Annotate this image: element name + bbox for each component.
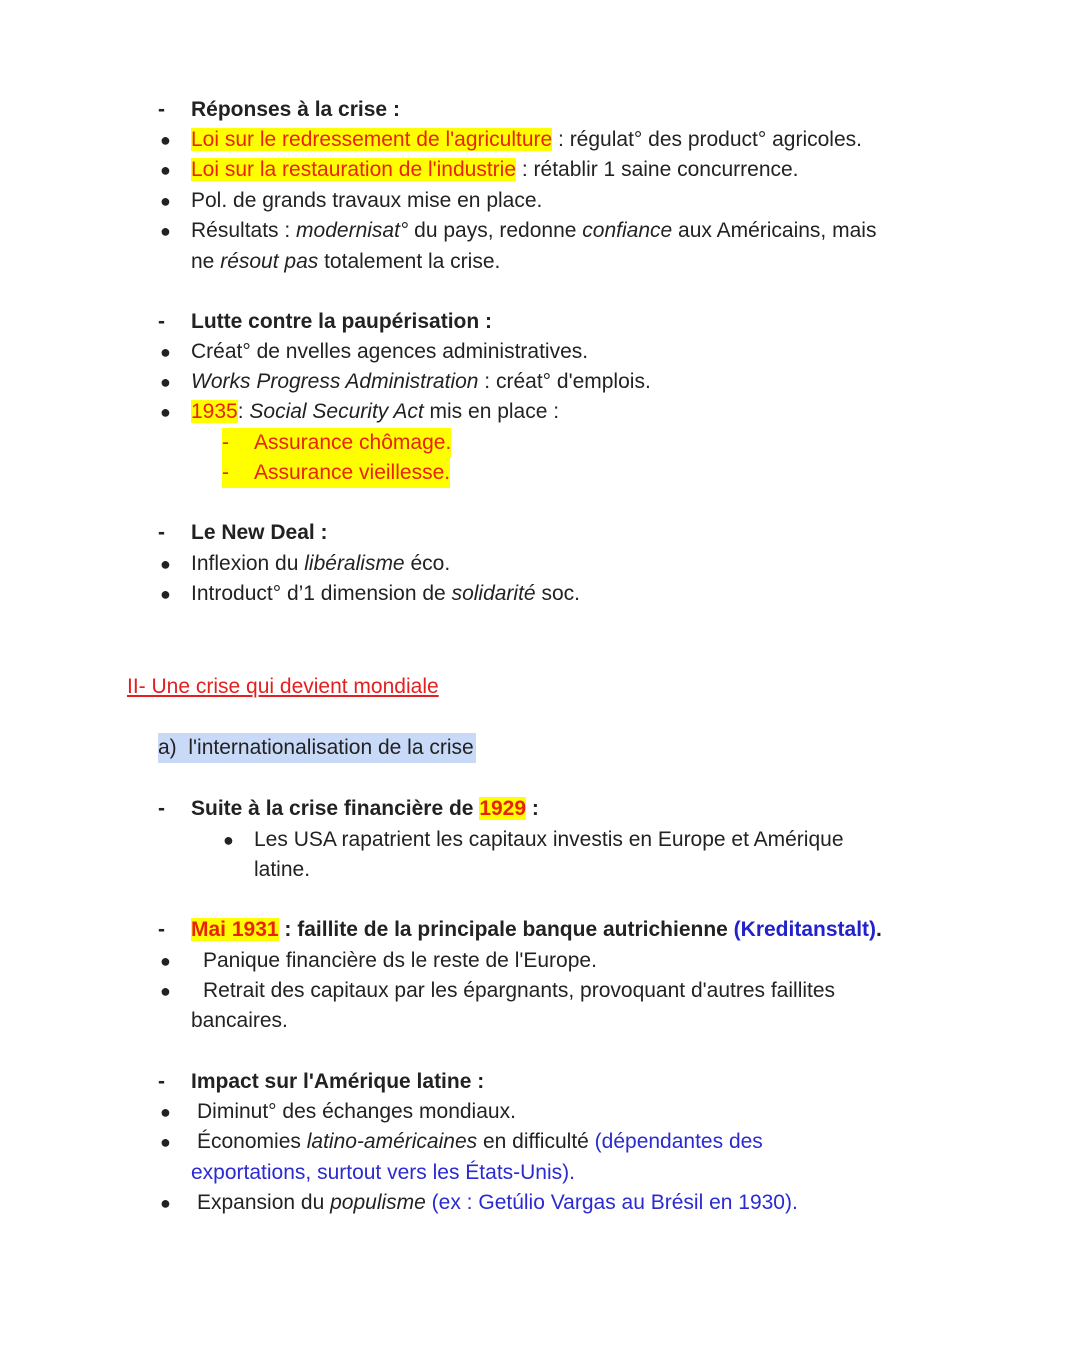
bullet-icon: ●	[160, 160, 171, 180]
dash-marker: -	[158, 1070, 165, 1093]
bullet-icon: ●	[160, 372, 171, 392]
heading-text: Réponses à la crise :	[191, 98, 400, 121]
dash-marker: -	[158, 310, 165, 333]
highlighted-year: 1929	[479, 797, 527, 820]
bullet-icon: ●	[160, 951, 171, 971]
document-page: - Réponses à la crise : ● Loi sur le redressement de l'agriculture : régulat° des product° agricoles. ● Loi sur la restauration de l'industrie : rétablir 1 saine concurrence. ● Pol. de grands travaux mise en place. ● Résultats : modernisat° du pays, redonne confiance aux Américains, mais ne résout pas totalement la crise. - Lutte contre la paupérisation : ● Créat° de nvelles agences administratives. ● Works Progress Administration : créat° d'emplois. ● 1935: Social Security Act mis en place : - Assurance chômage. - Assurance vieillesse. - Le New Deal : ● Inflexion du libéralisme éco. ● Introduct° d’1 dimension de solidarité soc. II- Une crise qui devient mondiale a) l'internationalisation de la crise - Suite à la crise financière de 1929 : ● Les USA rapatrient les capitaux investis en Europe et Amérique latine. - Mai 1931 : faillite de la principale banque autrichienne (Kreditanstalt). ● Panique financière ds le reste de l'Europe. ● Retrait des capitaux par les épargnants, provoquant d'autres faillites bancaires. - Impact sur l'Amérique latine : ● Diminut° des échanges mondiaux. ● Économies latino-américaines en difficulté (dépendantes des exportations, surtout vers les États-Unis). ● Expansion du populisme (ex : Getúlio Vargas au Brésil en 1930).	[0, 0, 1080, 1363]
highlighted-year: 1935	[191, 400, 238, 423]
bullet-icon: ●	[160, 130, 171, 150]
sub-list-item-highlighted: - Assurance vieillesse.	[222, 458, 450, 488]
bullet-icon: ●	[160, 981, 171, 1001]
bullet-icon: ●	[160, 221, 171, 241]
heading-text: Impact sur l'Amérique latine :	[191, 1070, 485, 1093]
bullet-icon: ●	[160, 342, 171, 362]
bullet-icon: ●	[160, 584, 171, 604]
highlighted-date: Mai 1931	[191, 918, 279, 941]
bullet-icon: ●	[160, 1193, 171, 1213]
section-title: II- Une crise qui devient mondiale	[127, 675, 439, 698]
subsection-marker: a)	[158, 736, 177, 759]
dash-marker: -	[158, 521, 165, 544]
dash-marker: -	[158, 797, 165, 820]
heading-text: Lutte contre la paupérisation :	[191, 310, 493, 333]
bullet-icon: ●	[160, 402, 171, 422]
bullet-icon: ●	[160, 191, 171, 211]
highlighted-law: Loi sur la restauration de l'industrie	[191, 158, 517, 181]
bullet-icon: ●	[160, 554, 171, 574]
highlighted-law: Loi sur le redressement de l'agriculture	[191, 128, 553, 151]
bank-name: (Kreditanstalt)	[733, 918, 877, 941]
bullet-icon: ●	[160, 1102, 171, 1122]
dash-marker: -	[158, 918, 165, 941]
heading-text: Le New Deal :	[191, 521, 328, 544]
subsection-title: a) l'internationalisation de la crise	[158, 733, 476, 763]
dash-marker: -	[158, 98, 165, 121]
bullet-icon: ●	[223, 830, 234, 850]
bullet-icon: ●	[160, 1132, 171, 1152]
sub-list-item-highlighted: - Assurance chômage.	[222, 428, 451, 458]
